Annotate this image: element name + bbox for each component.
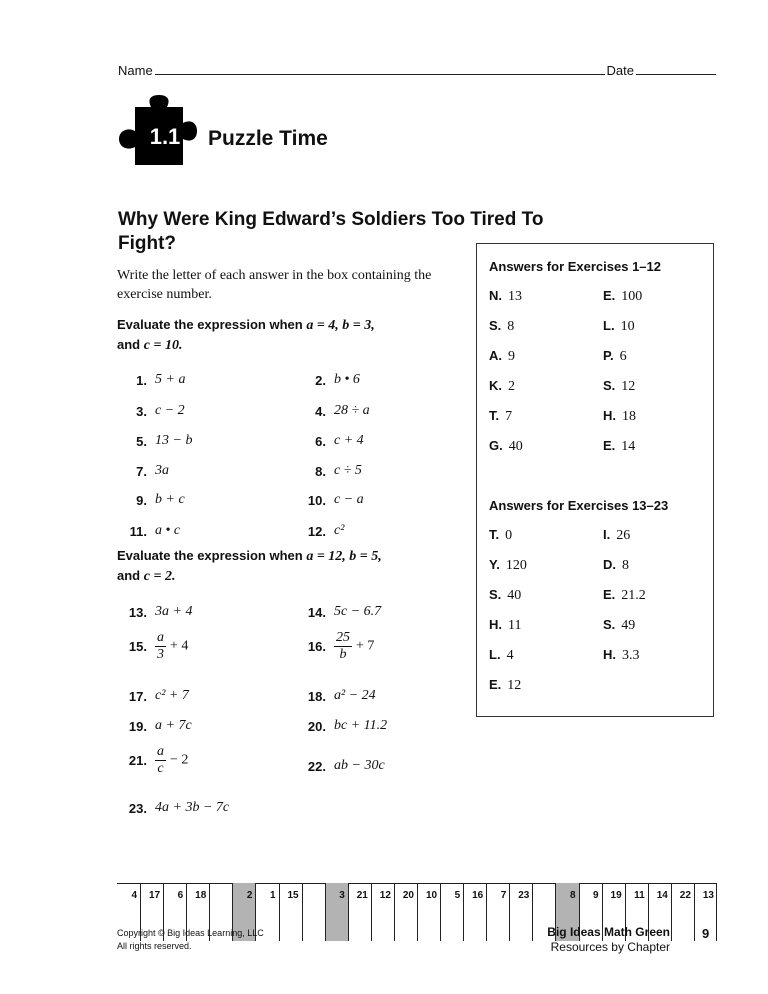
strip-box[interactable] bbox=[486, 883, 509, 941]
name-label: Name bbox=[118, 63, 153, 78]
answer-item bbox=[603, 586, 646, 604]
exercise-expression: bc + 11.2 bbox=[334, 718, 388, 733]
strip-box-number: 22 bbox=[679, 890, 691, 901]
answer-letter: E. bbox=[603, 587, 616, 602]
strip-box-number: 3 bbox=[339, 890, 345, 901]
answer-value: 120 bbox=[505, 558, 527, 573]
answer-value: 6 bbox=[619, 349, 627, 364]
exercise-item bbox=[117, 492, 185, 508]
section-2-values: a = 12, b = 5, bbox=[306, 549, 382, 564]
section-1-values: a = 4, b = 3, bbox=[306, 318, 375, 333]
answer-item bbox=[603, 407, 636, 425]
exercise-number: 18. bbox=[307, 688, 326, 704]
answer-item bbox=[489, 616, 521, 634]
numerator: a bbox=[157, 744, 164, 759]
answer-item bbox=[489, 377, 515, 395]
exercise-expression: b + c bbox=[155, 492, 185, 507]
exercise-item bbox=[296, 523, 344, 539]
answer-item bbox=[489, 317, 514, 335]
exercise-number: 2. bbox=[315, 372, 326, 388]
exercise-item bbox=[296, 492, 364, 508]
exercise-expression: 3a + 4 bbox=[155, 604, 193, 619]
exercise-expression: 3a bbox=[155, 463, 169, 478]
strip-box-number: 18 bbox=[195, 890, 207, 901]
answer-item bbox=[603, 556, 629, 574]
exercise-item bbox=[296, 630, 374, 663]
strip-box[interactable] bbox=[279, 883, 302, 941]
exercise-item bbox=[296, 372, 360, 388]
answer-value: 9 bbox=[508, 349, 515, 364]
answer-value: 8 bbox=[507, 319, 515, 334]
answer-item bbox=[603, 377, 635, 395]
answer-value: 0 bbox=[505, 528, 513, 543]
exercise-number: 8. bbox=[315, 463, 326, 479]
exercise-expression bbox=[334, 630, 374, 663]
name-date-line bbox=[118, 63, 716, 78]
exercise-expression: ab − 30c bbox=[334, 758, 385, 773]
exercise-expression: 4a + 3b − 7c bbox=[155, 800, 230, 815]
exercise-number: 9. bbox=[136, 492, 147, 508]
answer-letter: E. bbox=[603, 438, 616, 453]
exercise-number: 21. bbox=[128, 753, 147, 768]
section-1-heading bbox=[117, 315, 447, 355]
strip-box-number: 2 bbox=[246, 890, 253, 901]
answer-value: 8 bbox=[622, 558, 629, 573]
strip-box-number: 4 bbox=[131, 890, 138, 901]
answer-value: 40 bbox=[508, 439, 523, 454]
exercise-expression: c² + 7 bbox=[155, 688, 189, 703]
strip-box-number: 11 bbox=[634, 890, 645, 901]
exercise-expression: c − 2 bbox=[155, 403, 185, 418]
answer-letter: I. bbox=[603, 527, 611, 542]
answer-letter: P. bbox=[603, 348, 614, 363]
strip-box-number: 1 bbox=[269, 890, 276, 901]
exercise-item bbox=[296, 604, 381, 620]
puzzle-question: Why Were King Edward’s Soldiers Too Tired To Fight? bbox=[118, 209, 544, 254]
answer-letter: T. bbox=[489, 408, 500, 423]
answer-letter: L. bbox=[489, 647, 501, 662]
expression-rest: + 7 bbox=[356, 638, 375, 654]
answer-letter: G. bbox=[489, 438, 503, 453]
exercise-item bbox=[296, 463, 362, 479]
date-label: Date bbox=[606, 63, 634, 78]
strip-box[interactable] bbox=[417, 883, 440, 941]
exercise-item bbox=[117, 403, 185, 419]
page-title: Puzzle Time bbox=[208, 127, 328, 150]
exercise-number: 15. bbox=[128, 639, 147, 654]
answer-item bbox=[489, 556, 527, 574]
rights-text: All rights reserved. bbox=[117, 941, 192, 951]
copyright-text: Copyright © Big Ideas Learning, LLC bbox=[117, 928, 264, 938]
exercise-item bbox=[117, 463, 169, 479]
exercise-number: 17. bbox=[128, 688, 147, 704]
exercise-number: 11. bbox=[129, 523, 147, 539]
fraction bbox=[155, 744, 166, 777]
answer-value: 4 bbox=[506, 648, 514, 663]
exercise-number: 14. bbox=[307, 604, 326, 620]
answer-value: 14 bbox=[621, 439, 636, 454]
answer-value: 21.2 bbox=[621, 588, 646, 603]
exercise-item bbox=[296, 718, 387, 734]
answer-value: 100 bbox=[621, 289, 643, 304]
answer-value: 12 bbox=[621, 379, 636, 394]
exercise-item bbox=[296, 403, 370, 419]
strip-box-number: 16 bbox=[472, 890, 484, 901]
answer-value: 3.3 bbox=[622, 648, 640, 663]
answer-item bbox=[603, 287, 642, 305]
answer-letter: L. bbox=[603, 318, 615, 333]
fraction bbox=[334, 630, 352, 663]
exercise-item bbox=[117, 800, 229, 816]
exercise-number: 16. bbox=[307, 639, 326, 654]
answer-item bbox=[489, 526, 512, 544]
section-2-values-2: c = 2. bbox=[143, 569, 176, 584]
strip-box-number: 9 bbox=[593, 890, 599, 901]
answer-letter: Y. bbox=[489, 557, 500, 572]
exercise-expression: b • 6 bbox=[334, 372, 360, 387]
strip-box-number: 23 bbox=[518, 890, 530, 901]
strip-box-number: 10 bbox=[425, 890, 438, 901]
answer-item bbox=[489, 646, 514, 664]
answer-letter: H. bbox=[603, 408, 616, 423]
strip-box[interactable] bbox=[671, 883, 694, 941]
exercise-number: 7. bbox=[136, 463, 147, 479]
strip-box-number: 15 bbox=[287, 890, 299, 901]
exercise-expression bbox=[155, 744, 188, 777]
answer-item bbox=[489, 347, 515, 365]
exercise-item bbox=[117, 433, 192, 449]
book-title: Big Ideas Math Green bbox=[547, 925, 670, 939]
answer-value: 7 bbox=[505, 409, 513, 424]
strip-box-number: 12 bbox=[379, 890, 391, 901]
exercise-expression bbox=[155, 630, 188, 663]
numerator: 25 bbox=[336, 630, 350, 645]
footer-copyright bbox=[117, 927, 264, 953]
answer-value: 10 bbox=[620, 319, 635, 334]
footer-book bbox=[540, 925, 670, 955]
strip-box-number: 19 bbox=[610, 890, 622, 901]
answer-letter: E. bbox=[603, 288, 616, 303]
exercise-item bbox=[296, 433, 364, 449]
strip-box-number: 5 bbox=[454, 890, 461, 901]
expression-rest: + 4 bbox=[170, 638, 189, 654]
answer-value: 40 bbox=[507, 588, 522, 603]
answer-letter: H. bbox=[603, 647, 616, 662]
answer-letter: H. bbox=[489, 617, 502, 632]
date-blank[interactable] bbox=[636, 63, 716, 75]
exercise-expression: c ÷ 5 bbox=[334, 463, 362, 478]
exercise-item bbox=[117, 688, 189, 704]
answer-item bbox=[603, 616, 635, 634]
answer-item bbox=[489, 676, 521, 694]
answer-value: 13 bbox=[508, 289, 522, 304]
answer-letter: N. bbox=[489, 288, 502, 303]
answer-item bbox=[603, 437, 635, 455]
denominator: 3 bbox=[157, 647, 164, 662]
exercise-item bbox=[117, 630, 188, 663]
exercise-number: 10. bbox=[307, 492, 326, 508]
answer-value: 18 bbox=[622, 409, 636, 424]
strip-box[interactable] bbox=[463, 883, 486, 941]
page-number: 9 bbox=[702, 926, 710, 941]
exercise-item bbox=[117, 372, 185, 388]
answer-letter: S. bbox=[603, 617, 616, 632]
strip-box-number: 6 bbox=[177, 890, 184, 901]
exercise-expression: c² bbox=[334, 523, 345, 538]
strip-box-number: 13 bbox=[702, 890, 714, 901]
exercise-expression: 28 ÷ a bbox=[334, 403, 370, 418]
exercise-expression: a • c bbox=[155, 523, 181, 538]
exercise-number: 12. bbox=[307, 523, 326, 539]
answers-box bbox=[476, 243, 714, 717]
exercise-number: 1. bbox=[136, 372, 147, 388]
answer-value: 2 bbox=[508, 379, 515, 394]
strip-box-number: 7 bbox=[500, 890, 507, 901]
answer-value: 26 bbox=[616, 528, 631, 543]
exercise-expression: 5 + a bbox=[155, 372, 186, 387]
exercise-number: 13. bbox=[128, 604, 147, 620]
exercise-item bbox=[117, 744, 188, 777]
answer-item bbox=[489, 287, 522, 305]
answer-letter: D. bbox=[603, 557, 616, 572]
strip-box-number: 20 bbox=[402, 890, 414, 901]
exercise-number: 3. bbox=[136, 403, 147, 419]
exercise-expression: a² − 24 bbox=[334, 688, 376, 703]
exercise-expression: c + 4 bbox=[334, 433, 364, 448]
answer-letter: A. bbox=[489, 348, 502, 363]
answer-item bbox=[489, 586, 521, 604]
answer-letter: T. bbox=[489, 527, 500, 542]
section-2-heading bbox=[117, 546, 447, 586]
section-2-lead: Evaluate the expression when bbox=[117, 548, 303, 563]
exercise-expression: 5c − 6.7 bbox=[334, 604, 382, 619]
answer-item bbox=[489, 407, 512, 425]
answer-letter: S. bbox=[489, 318, 502, 333]
strip-box[interactable] bbox=[440, 883, 463, 941]
exercise-number: 22. bbox=[307, 758, 326, 774]
name-blank[interactable] bbox=[155, 63, 605, 75]
answer-item bbox=[603, 347, 627, 365]
exercise-item bbox=[117, 523, 180, 539]
answer-item bbox=[489, 437, 523, 455]
exercise-item bbox=[117, 604, 192, 620]
exercise-number: 6. bbox=[315, 433, 326, 449]
answers-1-heading: Answers for Exercises 1–12 bbox=[489, 259, 661, 274]
answer-letter: S. bbox=[603, 378, 616, 393]
answer-letter: S. bbox=[489, 587, 502, 602]
strip-box[interactable] bbox=[348, 883, 371, 941]
expression-rest: − 2 bbox=[170, 752, 189, 768]
answer-value: 49 bbox=[621, 618, 636, 633]
exercise-item bbox=[117, 718, 192, 734]
answer-item bbox=[603, 317, 635, 335]
strip-box[interactable] bbox=[371, 883, 394, 941]
denominator: c bbox=[157, 761, 164, 776]
section-1-and: and bbox=[117, 337, 141, 352]
strip-box-number: 17 bbox=[149, 890, 161, 901]
strip-box[interactable] bbox=[325, 883, 348, 941]
exercise-number: 19. bbox=[128, 718, 147, 734]
section-2-and: and bbox=[117, 568, 141, 583]
section-1-lead: Evaluate the expression when bbox=[117, 317, 303, 332]
answer-letter: E. bbox=[489, 677, 502, 692]
answer-letter: K. bbox=[489, 378, 502, 393]
lesson-number: 1.1 bbox=[149, 124, 181, 149]
answer-item bbox=[603, 646, 640, 664]
exercise-item bbox=[296, 758, 385, 774]
strip-box-number: 8 bbox=[569, 890, 576, 901]
section-1-values-2: c = 10. bbox=[143, 338, 183, 353]
exercise-number: 5. bbox=[136, 433, 147, 449]
strip-box-number: 21 bbox=[356, 890, 368, 901]
exercise-number: 4. bbox=[315, 403, 326, 419]
answer-item bbox=[603, 526, 630, 544]
fraction bbox=[155, 630, 166, 663]
exercise-expression: c − a bbox=[334, 492, 364, 507]
answer-value: 11 bbox=[508, 618, 522, 633]
answer-value: 12 bbox=[507, 678, 522, 693]
strip-box-number: 14 bbox=[656, 890, 668, 901]
numerator: a bbox=[157, 630, 164, 645]
exercise-item bbox=[296, 688, 376, 704]
instructions: Write the letter of each answer in the box containing the exercise number. bbox=[117, 268, 432, 302]
exercise-expression: a + 7c bbox=[155, 718, 192, 733]
strip-box[interactable] bbox=[302, 883, 325, 941]
strip-box[interactable] bbox=[394, 883, 417, 941]
exercise-number: 20. bbox=[307, 718, 326, 734]
strip-box[interactable] bbox=[509, 883, 532, 941]
exercise-expression: 13 − b bbox=[155, 433, 193, 448]
resources-text: Resources by Chapter bbox=[550, 940, 670, 954]
answers-2-heading: Answers for Exercises 13–23 bbox=[489, 498, 669, 513]
denominator: b bbox=[339, 647, 347, 662]
exercise-number: 23. bbox=[128, 800, 147, 816]
